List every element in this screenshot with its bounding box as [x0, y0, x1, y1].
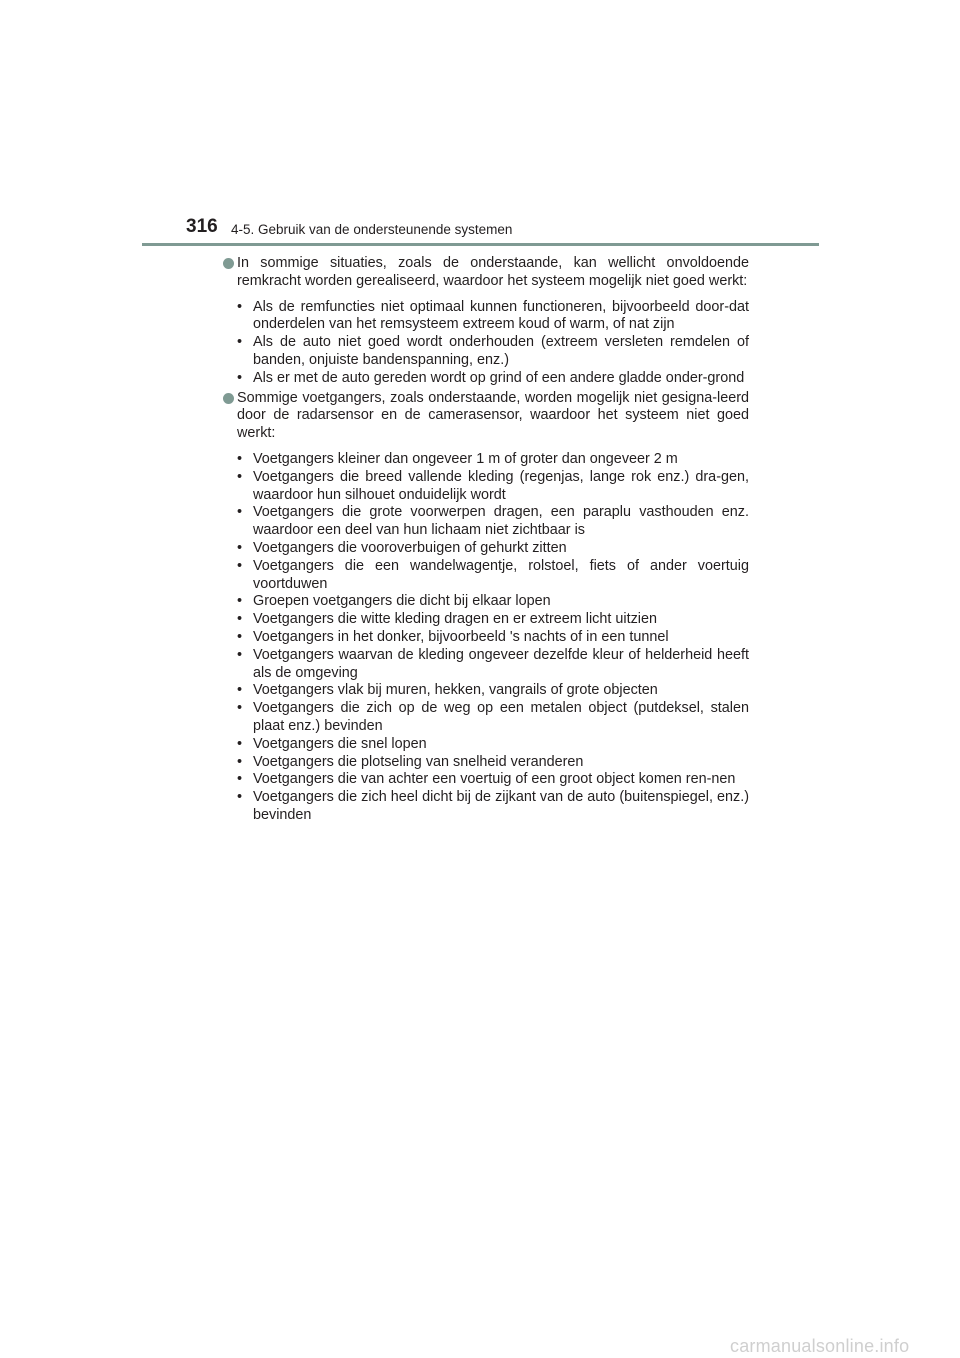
main-item-text: In sommige situaties, zoals de onderstaande, kan wellicht onvoldoende remkracht worden gerealiseerd, waardoor het systeem mogelijk niet goed werkt: [237, 255, 749, 289]
list-item [222, 504, 749, 540]
list-item [222, 469, 749, 505]
bullet-icon: • [237, 593, 243, 610]
header-divider [142, 243, 819, 246]
bullet-icon: • [237, 682, 243, 699]
list-item [222, 700, 749, 736]
bullet-icon: • [237, 557, 243, 574]
list-item-text: Als de remfuncties niet optimaal kunnen functioneren, bijvoorbeeld door-dat onderdelen van het remsysteem extreem koud of warm, of nat zijn [253, 298, 749, 333]
list-item [222, 629, 749, 647]
main-item-text: Sommige voetgangers, zoals onderstaande, worden mogelijk niet gesigna-leerd door de radarsensor en de camerasensor, waardoor het systeem niet goed werkt: [237, 389, 749, 442]
sub-list [222, 299, 749, 388]
list-item-text: Voetgangers vlak bij muren, hekken, vangrails of grote objecten [253, 682, 658, 699]
list-item [222, 789, 749, 825]
condition-block-pedestrians [222, 390, 749, 825]
bullet-icon: • [237, 504, 243, 521]
list-item-text: Voetgangers die zich heel dicht bij de zijkant van de auto (buitenspiegel, enz.) bevinden [253, 789, 749, 823]
list-item [222, 593, 749, 611]
list-item-text: Voetgangers die zich op de weg op een metalen object (putdeksel, stalen plaat enz.) bevinden [253, 700, 749, 734]
round-bullet-icon [223, 258, 234, 269]
list-item-text: Voetgangers kleiner dan ongeveer 1 m of groter dan ongeveer 2 m [253, 450, 678, 467]
page-number: 316 [186, 216, 218, 237]
bullet-icon: • [237, 753, 243, 770]
list-item-text: Voetgangers die van achter een voertuig of een groot object komen ren-nen [253, 771, 736, 788]
main-bullet-item [222, 390, 749, 443]
list-item-text: Voetgangers in het donker, bijvoorbeeld 's nachts of in een tunnel [253, 628, 669, 645]
round-bullet-icon [223, 393, 234, 404]
list-item-text: Als er met de auto gereden wordt op grind of een andere gladde onder-grond [253, 369, 745, 386]
list-item-text: Voetgangers die grote voorwerpen dragen, een paraplu vasthouden enz. waardoor een deel van hun lichaam niet zichtbaar is [253, 504, 749, 539]
bullet-icon: • [237, 646, 243, 663]
bullet-icon: • [237, 789, 243, 806]
list-item-text: Voetgangers die snel lopen [253, 735, 427, 752]
bullet-icon: • [237, 539, 243, 556]
bullet-icon: • [237, 611, 243, 628]
list-item-text: Voetgangers die vooroverbuigen of gehurkt zitten [253, 539, 567, 556]
bullet-icon: • [237, 735, 243, 752]
page-content [222, 255, 749, 827]
list-item-text: Voetgangers die een wandelwagentje, rolstoel, fiets of ander voertuig voortduwen [253, 557, 749, 592]
list-item [222, 736, 749, 754]
bullet-icon: • [237, 771, 243, 788]
watermark-text: carmanualsonline.info [730, 1336, 910, 1356]
list-item-text: Groepen voetgangers die dicht bij elkaar lopen [253, 593, 551, 610]
condition-block-braking [222, 255, 749, 388]
list-item-text: Voetgangers die breed vallende kleding (regenjas, lange rok enz.) dra-gen, waardoor hun silhouet onduidelijk wordt [253, 468, 749, 503]
main-bullet-item [222, 255, 749, 291]
list-item-text: Voetgangers die plotseling van snelheid veranderen [253, 753, 584, 770]
list-item [222, 299, 749, 335]
list-item-text: Voetgangers waarvan de kleding ongeveer dezelfde kleur of helderheid heeft als de omgeving [253, 646, 749, 681]
list-item [222, 540, 749, 558]
list-item [222, 754, 749, 772]
list-item [222, 334, 749, 370]
bullet-icon: • [237, 450, 243, 467]
list-item [222, 647, 749, 683]
bullet-icon: • [237, 334, 243, 351]
list-item-text: Als de auto niet goed wordt onderhouden (extreem versleten remdelen of banden, onjuiste bandenspanning, enz.) [253, 334, 749, 368]
bullet-icon: • [237, 369, 243, 386]
list-item-text: Voetgangers die witte kleding dragen en er extreem licht uitzien [253, 611, 657, 628]
list-item [222, 558, 749, 594]
bullet-icon: • [237, 628, 243, 645]
bullet-icon: • [237, 700, 243, 717]
list-item [222, 771, 749, 789]
section-title: 4-5. Gebruik van de ondersteunende systemen [231, 222, 513, 237]
sub-list [222, 451, 749, 825]
list-item [222, 370, 749, 388]
list-item [222, 611, 749, 629]
bullet-icon: • [237, 468, 243, 485]
list-item [222, 682, 749, 700]
page-header [0, 0, 960, 248]
bullet-icon: • [237, 298, 243, 315]
list-item [222, 451, 749, 469]
